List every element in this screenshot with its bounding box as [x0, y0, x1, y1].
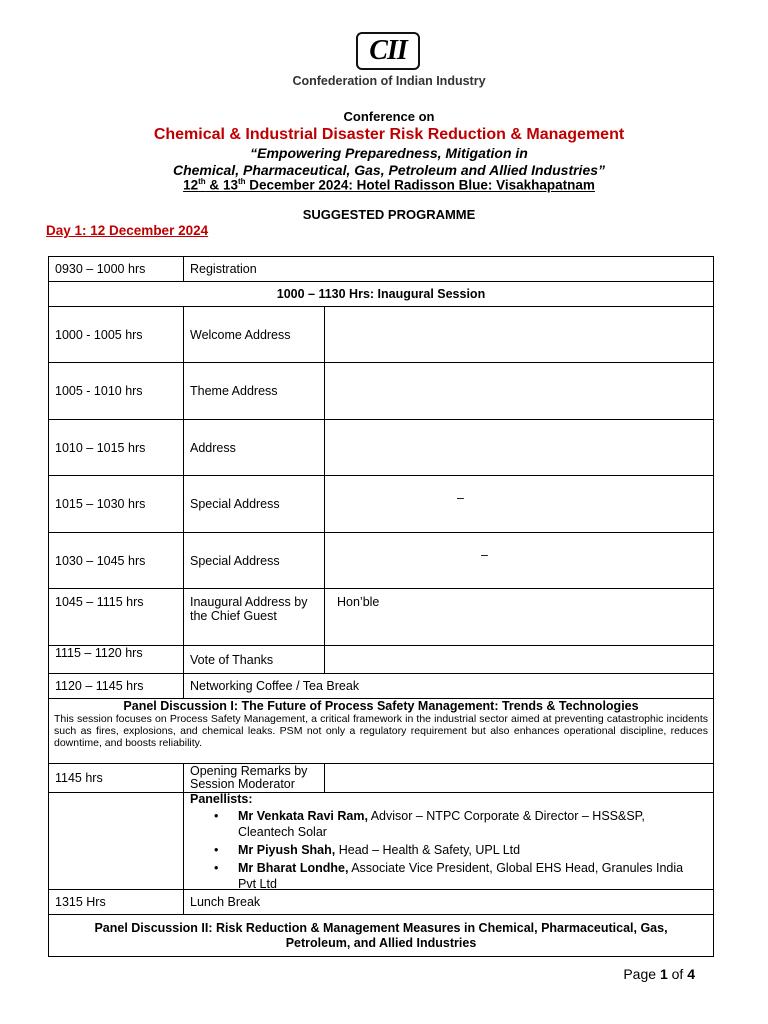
table-row: 1000 - 1005 hrs Welcome Address	[49, 306, 713, 362]
list-item: • Mr Bharat Londhe, Associate Vice President, Global EHS Head, Granules India Pvt Ltd	[214, 861, 684, 891]
table-row: 1145 hrs Opening Remarks by Session Moderator	[49, 763, 713, 792]
table-row: 1030 – 1045 hrs Special Address –	[49, 532, 713, 588]
table-row: 1115 – 1120 hrs Vote of Thanks	[49, 645, 713, 673]
conference-dates: 12th & 13th December 2024: Hotel Radisson Blue: Visakhapatnam	[183, 177, 595, 193]
panel-1-heading: Panel Discussion I: The Future of Process Safety Management: Trends & Technologies This session focuses on Process Safety Management, a critical framework in the industrial sector aimed at preventing catastrophic incidents such as fires, explosions, and chemical leaks. PSM not only a regulatory requirement but also enhances operational discipline, reduces downtime, and boosts reliability.	[49, 698, 713, 763]
cii-logo: CII	[356, 32, 420, 70]
conference-tagline: “Empowering Preparedness, Mitigation in Chemical, Pharmaceutical, Gas, Petroleum and Allied Industries”	[172, 145, 606, 178]
programme-heading: SUGGESTED PROGRAMME	[302, 207, 476, 222]
table-row: 1315 Hrs Lunch Break	[49, 889, 713, 914]
panellists-row	[49, 792, 713, 889]
programme-table	[48, 256, 714, 957]
panellists-label: Panellists:	[190, 792, 253, 806]
day-heading: Day 1: 12 December 2024	[46, 223, 209, 238]
table-row: 1010 – 1015 hrs Address	[49, 419, 713, 475]
table-row: 1015 – 1030 hrs Special Address –	[49, 475, 713, 532]
table-row: 0930 – 1000 hrs Registration	[49, 257, 713, 281]
org-name: Confederation of Indian Industry	[292, 74, 486, 88]
table-row: 1005 - 1010 hrs Theme Address	[49, 362, 713, 419]
list-item: • Mr Venkata Ravi Ram, Advisor – NTPC Corporate & Director – HSS&SP, Cleantech Solar	[214, 809, 645, 839]
page-footer: Page 1 of 4	[623, 966, 695, 982]
conference-title: Chemical & Industrial Disaster Risk Reduction & Management	[153, 126, 625, 143]
table-row: 1045 – 1115 hrs Inaugural Address by the Chief Guest Hon’ble	[49, 588, 713, 645]
panel-2-heading: Panel Discussion II: Risk Reduction & Management Measures in Chemical, Pharmaceutical, Gas, Petroleum, and Allied Industries	[49, 914, 713, 956]
table-row: 1120 – 1145 hrs Networking Coffee / Tea Break	[49, 673, 713, 698]
inaugural-session-heading: 1000 – 1130 Hrs: Inaugural Session	[49, 281, 713, 306]
list-item: • Mr Piyush Shah, Head – Health & Safety, UPL Ltd	[214, 843, 521, 857]
conference-label: Conference on	[343, 109, 435, 124]
